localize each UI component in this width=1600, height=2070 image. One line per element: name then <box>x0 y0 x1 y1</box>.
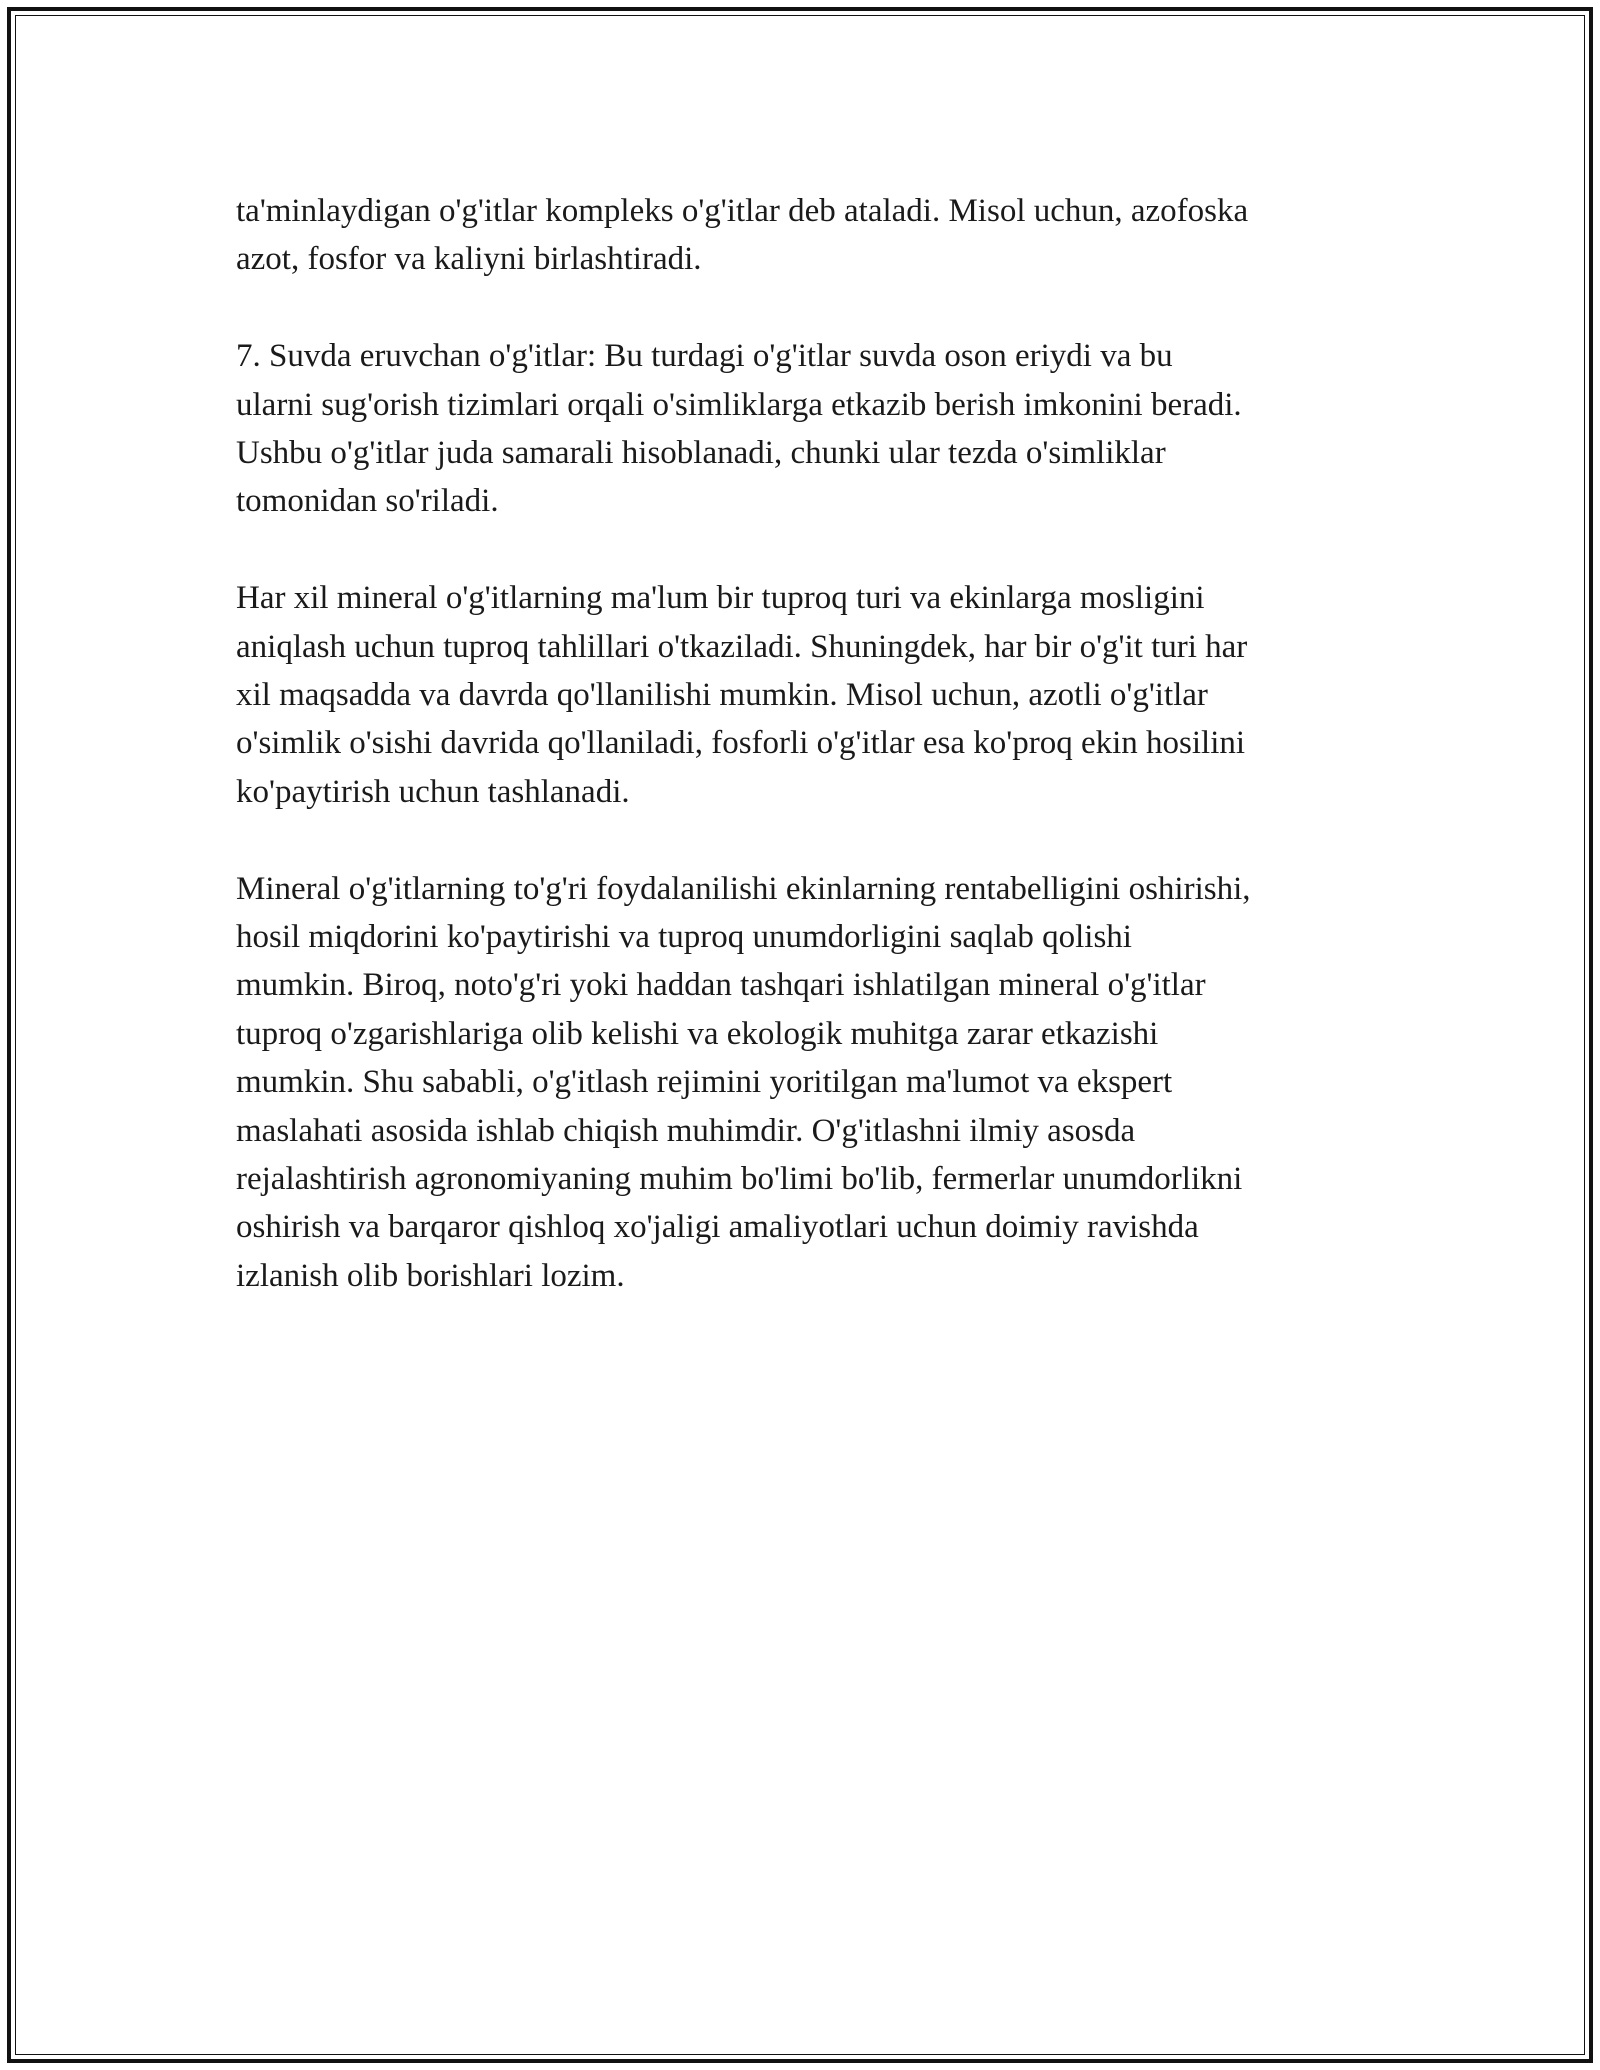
paragraph-gap <box>236 284 1376 332</box>
text-line: ko'paytirish uchun tashlanadi. <box>236 773 630 810</box>
text-line: izlanish olib borishlari lozim. <box>236 1257 625 1294</box>
text-line: oshirish va barqaror qishloq xo'jaligi amaliyotlari uchun doimiy ravishda <box>236 1209 1199 1246</box>
text-line: Har xil mineral o'g'itlarning ma'lum bir tuproq turi va ekinlarga mosligini <box>236 580 1205 617</box>
text-line: Mineral o'g'itlarning to'g'ri foydalanilishi ekinlarning rentabelligini oshirishi, <box>236 870 1251 907</box>
text-line: ta'minlaydigan o'g'itlar kompleks o'g'itlar deb ataladi. Misol uchun, azofoska <box>236 193 1249 229</box>
text-line: xil maqsadda va davrda qo'llanilishi mumkin. Misol uchun, azotli o'g'itlar <box>236 677 1208 714</box>
text-line: hosil miqdorini ko'paytirishi va tuproq unumdorligini saqlab qolishi <box>236 919 1132 956</box>
paragraph-3 <box>236 574 1376 816</box>
text-line: tuproq o'zgarishlariga olib kelishi va ekologik muhitga zarar etkazishi <box>236 1015 1159 1052</box>
text-line: rejalashtirish agronomiyaning muhim bo'limi bo'lib, fermerlar unumdorlikni <box>236 1161 1243 1198</box>
text-line: mumkin. Biroq, noto'g'ri yoki haddan tashqari ishlatilgan mineral o'g'itlar <box>236 967 1206 1004</box>
paragraph-2 <box>236 332 1376 526</box>
paragraph-gap <box>236 816 1376 864</box>
text-line: mumkin. Shu sababli, o'g'itlash rejimini yoritilgan ma'lumot va ekspert <box>236 1064 1173 1101</box>
paragraph-4 <box>236 865 1376 1301</box>
text-line: 7. Suvda eruvchan o'g'itlar: Bu turdagi o'g'itlar suvda oson eriydi va bu <box>236 338 1173 375</box>
text-line: azot, fosfor va kaliyni birlashtiradi. <box>236 241 702 278</box>
text-line: o'simlik o'sishi davrida qo'llaniladi, fosforli o'g'itlar esa ko'proq ekin hosilini <box>236 725 1246 762</box>
document-body <box>236 187 1376 1300</box>
paragraph-1 <box>236 187 1376 284</box>
text-line: aniqlash uchun tuproq tahlillari o'tkaziladi. Shuningdek, har bir o'g'it turi har <box>236 628 1248 665</box>
text-line: maslahati asosida ishlab chiqish muhimdir. O'g'itlashni ilmiy asosda <box>236 1112 1136 1149</box>
paragraph-gap <box>236 526 1376 574</box>
text-line: tomonidan so'riladi. <box>236 483 499 520</box>
text-line: ularni sug'orish tizimlari orqali o'simliklarga etkazib berish imkonini beradi. <box>236 386 1242 423</box>
text-line: Ushbu o'g'itlar juda samarali hisoblanadi, chunki ular tezda o'simliklar <box>236 435 1166 472</box>
